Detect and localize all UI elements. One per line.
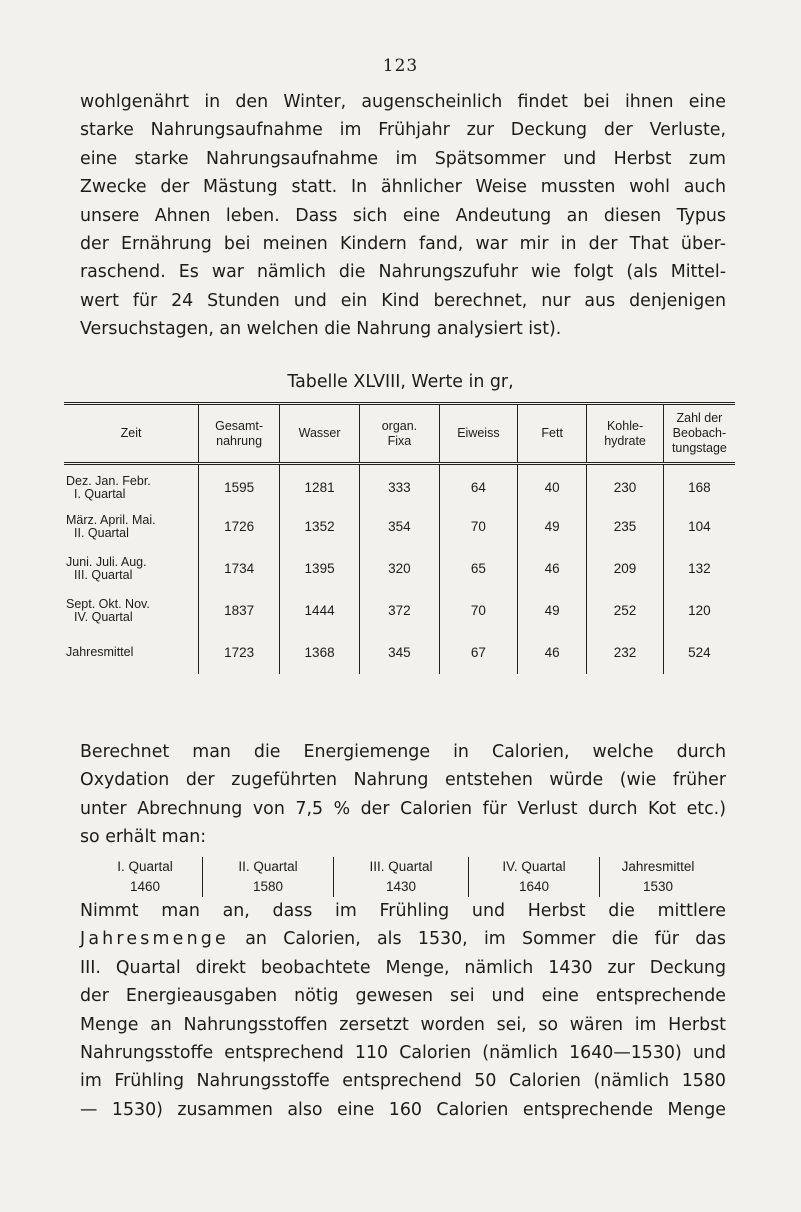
table-cell: 1723	[199, 632, 280, 674]
nutrition-table	[64, 402, 735, 674]
text-line: raschend. Es war nämlich die Nahrungszufuhr wie folgt (als Mittel-	[80, 262, 726, 283]
text-line: unter Abrechnung von 7,5 % der Calorien für Verlust durch Kot etc.)	[80, 798, 726, 819]
column-header-organ-fixa: organ. Fixa	[360, 404, 440, 464]
summary-value: 1580	[203, 877, 334, 897]
table-cell: 320	[360, 548, 440, 590]
text-line: so erhält man:	[80, 827, 207, 848]
text-line: im Frühling Nahrungsstoffe entsprechend 50 Calorien (nämlich 1580	[80, 1071, 726, 1092]
table-cell: 333	[360, 464, 440, 506]
table-row	[64, 464, 735, 506]
table-cell: 235	[587, 506, 664, 548]
paragraph-1	[80, 88, 726, 344]
row-label: Sept. Okt. Nov. IV. Quartal	[66, 596, 150, 624]
text-line: — 1530) zusammen also eine 160 Calorien entsprechende Menge	[80, 1099, 726, 1120]
table-cell: 524	[663, 632, 735, 674]
row-label: Dez. Jan. Febr. I. Quartal	[66, 473, 151, 501]
table-cell: 1734	[199, 548, 280, 590]
text-line: Oxydation der zugeführten Nahrung entstehen würde (wie früher	[80, 770, 726, 791]
column-header-fett: Fett	[518, 404, 587, 464]
row-label: Juni. Juli. Aug. III. Quartal	[66, 554, 147, 582]
table-cell: 1595	[199, 464, 280, 506]
table-cell: 40	[518, 464, 587, 506]
table-cell: 67	[439, 632, 517, 674]
column-header-kohlehydrate: Kohle- hydrate	[587, 404, 664, 464]
table-cell: 1837	[199, 590, 280, 632]
text-line: Zwecke der Mästung statt. In ähnlicher Weise mussten wohl auch	[80, 177, 726, 198]
text-line: III. Quartal direkt beobachtete Menge, nämlich 1430 zur Deckung	[80, 957, 726, 978]
table-cell: 1444	[279, 590, 359, 632]
text-line: Nahrungsstoffe entsprechend 110 Calorien (nämlich 1640—1530) und	[80, 1043, 726, 1064]
summary-label: I. Quartal	[117, 859, 173, 874]
summary-label: Jahresmittel	[600, 857, 717, 877]
table-cell: 64	[439, 464, 517, 506]
text-line: der Energieausgaben nötig gewesen sei und eine entsprechende	[80, 986, 726, 1007]
row-label: März. April. Mai. II. Quartal	[66, 512, 156, 540]
text-line: Nimmt man an, dass im Frühling und Herbst die mittlere	[80, 901, 726, 921]
table-cell: 168	[663, 464, 735, 506]
table-cell: 1726	[199, 506, 280, 548]
table-cell: 354	[360, 506, 440, 548]
table-cell: 46	[518, 632, 587, 674]
column-header-eiweiss: Eiweiss	[439, 404, 517, 464]
table-cell: 70	[439, 590, 517, 632]
text-line: wohlgenährt in den Winter, augenscheinlich findet bei ihnen eine	[80, 92, 726, 112]
text-line: Versuchstagen, an welchen die Nahrung analysiert ist).	[80, 319, 562, 340]
table-cell: 372	[360, 590, 440, 632]
table-cell: 49	[518, 506, 587, 548]
text-line: Menge an Nahrungsstoffen zersetzt worden sei, so wären im Herbst	[80, 1014, 726, 1035]
table-header-row	[64, 404, 735, 464]
text-line: wert für 24 Stunden und ein Kind berechnet, nur aus denjenigen	[80, 290, 726, 311]
table-cell: 49	[518, 590, 587, 632]
emphasized-word: Jahresmenge	[80, 929, 229, 950]
table-cell: 1395	[279, 548, 359, 590]
row-label: Jahresmittel	[66, 645, 134, 659]
text-line: der Ernährung bei meinen Kindern fand, war mir in der That über-	[80, 234, 726, 255]
text-line: Berechnet man die Energiemenge in Calorien, welche durch	[80, 742, 726, 762]
table-cell: 1352	[279, 506, 359, 548]
summary-value-row	[100, 877, 716, 897]
table-cell: 46	[518, 548, 587, 590]
text-line	[80, 925, 726, 953]
table-title: Tabelle XLVIII, Werte in gr,	[287, 372, 514, 392]
table-row	[64, 590, 735, 632]
table-row-jahresmittel	[64, 632, 735, 674]
summary-label: III. Quartal	[334, 857, 469, 877]
page-number: 123	[382, 56, 419, 76]
table-row	[64, 548, 735, 590]
table-cell: 120	[663, 590, 735, 632]
table-cell: 345	[360, 632, 440, 674]
summary-label: IV. Quartal	[469, 857, 600, 877]
table-cell: 104	[663, 506, 735, 548]
table-cell: 1281	[279, 464, 359, 506]
table-cell: 209	[587, 548, 664, 590]
table-row	[64, 506, 735, 548]
column-header-wasser: Wasser	[279, 404, 359, 464]
table-cell: 65	[439, 548, 517, 590]
table-cell: 70	[439, 506, 517, 548]
paragraph-3	[80, 897, 726, 1124]
summary-label: II. Quartal	[203, 857, 334, 877]
text-line: starke Nahrungsaufnahme im Frühjahr zur Deckung der Verluste,	[80, 120, 726, 141]
table-cell: 232	[587, 632, 664, 674]
table-cell: 132	[663, 548, 735, 590]
column-header-beobachtungstage: Zahl der Beobach- tungstage	[663, 404, 735, 464]
summary-label-row	[100, 857, 716, 877]
summary-value: 1430	[334, 877, 469, 897]
text-line: eine starke Nahrungsaufnahme im Spätsommer und Herbst zum	[80, 148, 726, 169]
summary-value: 1460	[129, 879, 161, 894]
column-header-zeit: Zeit	[64, 404, 199, 464]
table-cell: 230	[587, 464, 664, 506]
table-cell: 1368	[279, 632, 359, 674]
summary-value: 1530	[600, 877, 717, 897]
text-line: unsere Ahnen leben. Dass sich eine Andeutung an diesen Typus	[80, 205, 726, 226]
calorie-summary-table	[100, 857, 716, 897]
column-header-gesamtnahrung: Gesamt- nahrung	[199, 404, 280, 464]
paragraph-2	[80, 738, 726, 852]
table-cell: 252	[587, 590, 664, 632]
text-fragment: an Calorien, als 1530, im Sommer die für das	[228, 929, 726, 950]
summary-value: 1640	[469, 877, 600, 897]
